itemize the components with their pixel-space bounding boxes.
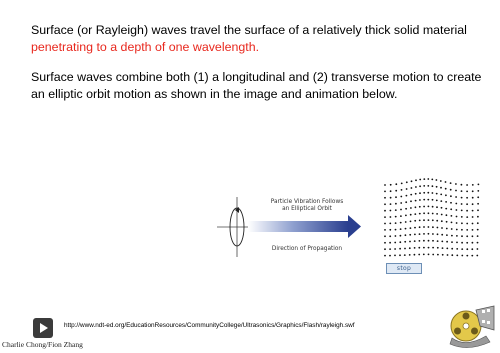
particle-dot xyxy=(423,233,425,235)
particle-dot xyxy=(419,199,421,201)
particle-dot xyxy=(405,234,407,236)
particle-dot xyxy=(428,254,430,256)
particle-dot xyxy=(428,212,430,214)
particle-dot xyxy=(472,229,474,231)
particle-dot xyxy=(409,247,411,249)
particle-dot xyxy=(384,255,386,257)
particle-dot xyxy=(409,234,411,236)
particle-dot xyxy=(410,194,412,196)
particle-dot xyxy=(414,240,416,242)
particle-dot xyxy=(477,196,479,198)
particle-dot xyxy=(389,223,391,225)
particle-dot xyxy=(466,235,468,237)
particle-dot xyxy=(405,201,407,203)
particle-dot xyxy=(477,216,479,218)
particle-dot xyxy=(432,240,434,242)
play-icon xyxy=(40,323,48,333)
particle-dot xyxy=(466,248,468,250)
particle-dot xyxy=(451,228,453,230)
paragraph-elliptic-motion: Surface waves combine both (1) a longitudinal and (2) transverse motion to create an elliptic orbit motion as shown in the image and animation below. xyxy=(31,70,482,101)
particle-dot xyxy=(436,206,438,208)
particle-dot xyxy=(451,248,453,250)
particle-dot xyxy=(450,202,452,204)
particle-dot xyxy=(477,203,479,205)
particle-dot xyxy=(411,187,413,189)
particle-dot xyxy=(395,183,397,185)
particle-dot xyxy=(450,182,452,184)
particle-dot xyxy=(395,203,397,205)
particle-dot xyxy=(466,203,468,205)
particle-dot xyxy=(400,202,402,204)
particle-dot xyxy=(395,216,397,218)
particle-dot xyxy=(395,235,397,237)
particle-dot xyxy=(431,179,433,181)
particle-dot xyxy=(455,196,457,198)
paragraph1-text: Surface (or Rayleigh) waves travel the surface of a relatively thick solid material xyxy=(31,23,467,37)
particle-dot xyxy=(384,216,386,218)
particle-dot xyxy=(389,242,391,244)
particle-dot xyxy=(461,184,463,186)
particle-dot xyxy=(406,181,408,183)
particle-dot xyxy=(427,192,429,194)
particle-dot xyxy=(390,210,392,212)
particle-dot xyxy=(476,255,478,257)
particle-dot xyxy=(414,227,416,229)
film-reel-icon xyxy=(446,300,496,350)
particle-dot xyxy=(423,212,425,214)
particle-dot xyxy=(395,196,397,198)
particle-dot xyxy=(405,215,407,217)
particle-dot xyxy=(414,254,416,256)
propagation-arrow-shaft xyxy=(248,221,348,232)
particle-dot xyxy=(400,235,402,237)
particle-dot xyxy=(466,229,468,231)
particle-dot xyxy=(466,197,468,199)
particle-dot xyxy=(441,214,443,216)
particle-dot xyxy=(436,193,438,195)
particle-dot xyxy=(461,197,463,199)
particle-dot xyxy=(427,185,429,187)
particle-dot xyxy=(432,219,434,221)
particle-dot xyxy=(446,241,448,243)
particle-dot xyxy=(432,206,434,208)
play-button[interactable] xyxy=(33,318,53,338)
particle-dot xyxy=(446,214,448,216)
particle-dot xyxy=(401,189,403,191)
particle-dot xyxy=(466,216,468,218)
particle-dot xyxy=(441,220,443,222)
particle-dot xyxy=(437,254,439,256)
particle-dot xyxy=(395,229,397,231)
particle-dot xyxy=(461,229,463,231)
particle-dot xyxy=(394,242,396,244)
particle-dot xyxy=(451,235,453,237)
particle-dot xyxy=(395,222,397,224)
particle-dot xyxy=(477,209,479,211)
particle-dot xyxy=(472,223,474,225)
particle-dot xyxy=(456,242,458,244)
particle-dot xyxy=(445,201,447,203)
particle-dot xyxy=(390,197,392,199)
particle-dot xyxy=(437,227,439,229)
particle-dot xyxy=(446,228,448,230)
particle-dot xyxy=(415,179,417,181)
particle-dot xyxy=(440,200,442,202)
particle-dot xyxy=(461,203,463,205)
particle-dot xyxy=(456,229,458,231)
particle-dot xyxy=(414,220,416,222)
particle-dot xyxy=(389,235,391,237)
propagation-arrowhead xyxy=(348,215,361,238)
particle-dot xyxy=(395,190,397,192)
particle-dot xyxy=(419,226,421,228)
particle-dot xyxy=(445,181,447,183)
particle-dot xyxy=(404,241,406,243)
particle-dot xyxy=(445,194,447,196)
particle-dot xyxy=(461,242,463,244)
particle-dot xyxy=(477,248,479,250)
particle-dot xyxy=(399,241,401,243)
particle-dot xyxy=(455,190,457,192)
particle-dot xyxy=(455,183,457,185)
particle-dot xyxy=(436,200,438,202)
particle-dot xyxy=(477,235,479,237)
particle-dot xyxy=(419,206,421,208)
particle-dot xyxy=(423,206,425,208)
particle-dot xyxy=(384,223,386,225)
particle-dot xyxy=(466,184,468,186)
particle-grid xyxy=(384,178,479,256)
particle-dot xyxy=(437,233,439,235)
particle-dot xyxy=(418,254,420,256)
particle-dot xyxy=(461,255,463,257)
label-particle-vibration: Particle Vibration Follows xyxy=(270,199,344,205)
particle-dot xyxy=(428,247,430,249)
particle-dot xyxy=(446,248,448,250)
particle-dot xyxy=(418,247,420,249)
particle-dot xyxy=(456,216,458,218)
label-direction-propagation: Direction of Propagation xyxy=(271,246,343,252)
particle-dot xyxy=(440,180,442,182)
particle-dot xyxy=(445,188,447,190)
particle-dot xyxy=(384,235,386,237)
stop-button[interactable]: stop xyxy=(386,263,422,274)
particle-dot xyxy=(428,206,430,208)
particle-dot xyxy=(472,184,474,186)
particle-dot xyxy=(410,200,412,202)
particle-dot xyxy=(409,241,411,243)
particle-dot xyxy=(466,210,468,212)
particle-dot xyxy=(384,242,386,244)
particle-dot xyxy=(445,208,447,210)
particle-dot xyxy=(390,203,392,205)
particle-dot xyxy=(384,248,386,250)
particle-dot xyxy=(404,248,406,250)
particle-dot xyxy=(414,213,416,215)
particle-dot xyxy=(389,255,391,257)
particle-dot xyxy=(461,248,463,250)
particle-dot xyxy=(415,186,417,188)
particle-dot xyxy=(423,247,425,249)
particle-dot xyxy=(423,192,425,194)
particle-dot xyxy=(472,197,474,199)
particle-dot xyxy=(423,240,425,242)
particle-dot xyxy=(405,228,407,230)
particle-dot xyxy=(472,203,474,205)
particle-dot xyxy=(466,223,468,225)
particle-dot xyxy=(419,192,421,194)
particle-dot xyxy=(477,190,479,192)
particle-dot xyxy=(432,254,434,256)
particle-dot xyxy=(461,235,463,237)
particle-dot xyxy=(432,199,434,201)
particle-dot xyxy=(395,209,397,211)
particle-dot xyxy=(446,234,448,236)
particle-dot xyxy=(400,215,402,217)
particle-dot xyxy=(436,213,438,215)
particle-dot xyxy=(419,220,421,222)
particle-dot xyxy=(432,233,434,235)
particle-dot xyxy=(466,255,468,257)
particle-dot xyxy=(437,240,439,242)
particle-dot xyxy=(428,240,430,242)
particle-dot xyxy=(456,222,458,224)
particle-dot xyxy=(423,185,425,187)
particle-dot xyxy=(384,184,386,186)
particle-dot xyxy=(466,242,468,244)
particle-dot xyxy=(400,196,402,198)
particle-dot xyxy=(390,216,392,218)
particle-dot xyxy=(411,180,413,182)
particle-dot xyxy=(456,255,458,257)
particle-dot xyxy=(384,203,386,205)
particle-dot xyxy=(409,254,411,256)
particle-dot xyxy=(471,255,473,257)
particle-dot xyxy=(455,203,457,205)
particle-dot xyxy=(432,185,434,187)
particle-dot xyxy=(410,207,412,209)
particle-dot xyxy=(400,222,402,224)
particle-dot xyxy=(432,247,434,249)
particle-dot xyxy=(406,195,408,197)
particle-dot xyxy=(477,222,479,224)
particle-dot xyxy=(472,235,474,237)
particle-dot xyxy=(389,229,391,231)
particle-dot xyxy=(441,234,443,236)
particle-dot xyxy=(400,228,402,230)
author-credit: Charlie Chong/Fion Zhang xyxy=(2,340,83,349)
depth-highlight: penetrating to a depth of one wavelength. xyxy=(31,40,260,54)
particle-dot xyxy=(384,210,386,212)
source-url-link[interactable]: http://www.ndt-ed.org/EducationResources/CommunityCollege/Ultrasonics/Graphics/Flash/rayleigh.swf xyxy=(64,322,355,329)
particle-dot xyxy=(442,247,444,249)
particle-dot xyxy=(419,185,421,187)
particle-dot xyxy=(441,241,443,243)
particle-dot xyxy=(456,235,458,237)
particle-dot xyxy=(461,210,463,212)
particle-dot xyxy=(404,254,406,256)
particle-dot xyxy=(389,248,391,250)
particle-dot xyxy=(400,209,402,211)
paragraph-surface-waves xyxy=(31,22,486,56)
particle-dot xyxy=(394,255,396,257)
particle-dot xyxy=(442,254,444,256)
label-elliptical-orbit: an Elliptical Orbit xyxy=(282,206,332,212)
particle-dot xyxy=(419,240,421,242)
particle-dot xyxy=(471,248,473,250)
particle-dot xyxy=(401,183,403,185)
particle-dot xyxy=(477,242,479,244)
particle-dot xyxy=(432,213,434,215)
particle-dot xyxy=(405,221,407,223)
particle-dot xyxy=(423,219,425,221)
particle-dot xyxy=(436,220,438,222)
particle-dot xyxy=(466,191,468,193)
particle-dot xyxy=(478,184,480,186)
particle-dot xyxy=(428,219,430,221)
particle-dot xyxy=(390,184,392,186)
particle-dot xyxy=(410,221,412,223)
particle-dot xyxy=(432,192,434,194)
particle-dot xyxy=(423,178,425,180)
particle-dot xyxy=(441,227,443,229)
rayleigh-wave-figure xyxy=(215,177,480,267)
particle-dot xyxy=(423,254,425,256)
particle-dot xyxy=(415,206,417,208)
particle-dot xyxy=(477,229,479,231)
particle-dot xyxy=(419,179,421,181)
particle-dot xyxy=(384,197,386,199)
particle-dot xyxy=(415,193,417,195)
particle-dot xyxy=(451,254,453,256)
particle-dot xyxy=(440,194,442,196)
particle-dot xyxy=(447,254,449,256)
particle-dot xyxy=(461,222,463,224)
particle-dot xyxy=(399,248,401,250)
particle-dot xyxy=(423,226,425,228)
particle-dot xyxy=(384,191,386,193)
particle-dot xyxy=(415,200,417,202)
particle-dot xyxy=(461,190,463,192)
particle-dot xyxy=(451,215,453,217)
particle-dot xyxy=(414,234,416,236)
particle-dot xyxy=(437,247,439,249)
particle-dot xyxy=(441,207,443,209)
particle-dot xyxy=(405,208,407,210)
particle-dot xyxy=(427,178,429,180)
particle-dot xyxy=(428,233,430,235)
particle-dot xyxy=(446,221,448,223)
particle-dot xyxy=(450,208,452,210)
particle-dot xyxy=(390,190,392,192)
particle-dot xyxy=(472,190,474,192)
particle-dot xyxy=(410,214,412,216)
particle-dot xyxy=(472,216,474,218)
particle-dot xyxy=(436,179,438,181)
particle-dot xyxy=(450,195,452,197)
particle-dot xyxy=(451,222,453,224)
particle-dot xyxy=(436,186,438,188)
particle-dot xyxy=(406,188,408,190)
particle-dot xyxy=(472,242,474,244)
particle-dot xyxy=(414,247,416,249)
particle-dot xyxy=(440,187,442,189)
particle-dot xyxy=(427,199,429,201)
particle-dot xyxy=(456,209,458,211)
particle-dot xyxy=(410,227,412,229)
particle-dot xyxy=(432,226,434,228)
particle-dot xyxy=(461,216,463,218)
particle-dot xyxy=(428,226,430,228)
particle-dot xyxy=(419,213,421,215)
particle-dot xyxy=(399,254,401,256)
particle-dot xyxy=(472,210,474,212)
particle-dot xyxy=(384,229,386,231)
particle-dot xyxy=(419,233,421,235)
figure-svg xyxy=(215,177,480,267)
particle-dot xyxy=(451,241,453,243)
particle-dot xyxy=(423,199,425,201)
particle-dot xyxy=(394,248,396,250)
particle-dot xyxy=(450,189,452,191)
particle-dot xyxy=(456,248,458,250)
